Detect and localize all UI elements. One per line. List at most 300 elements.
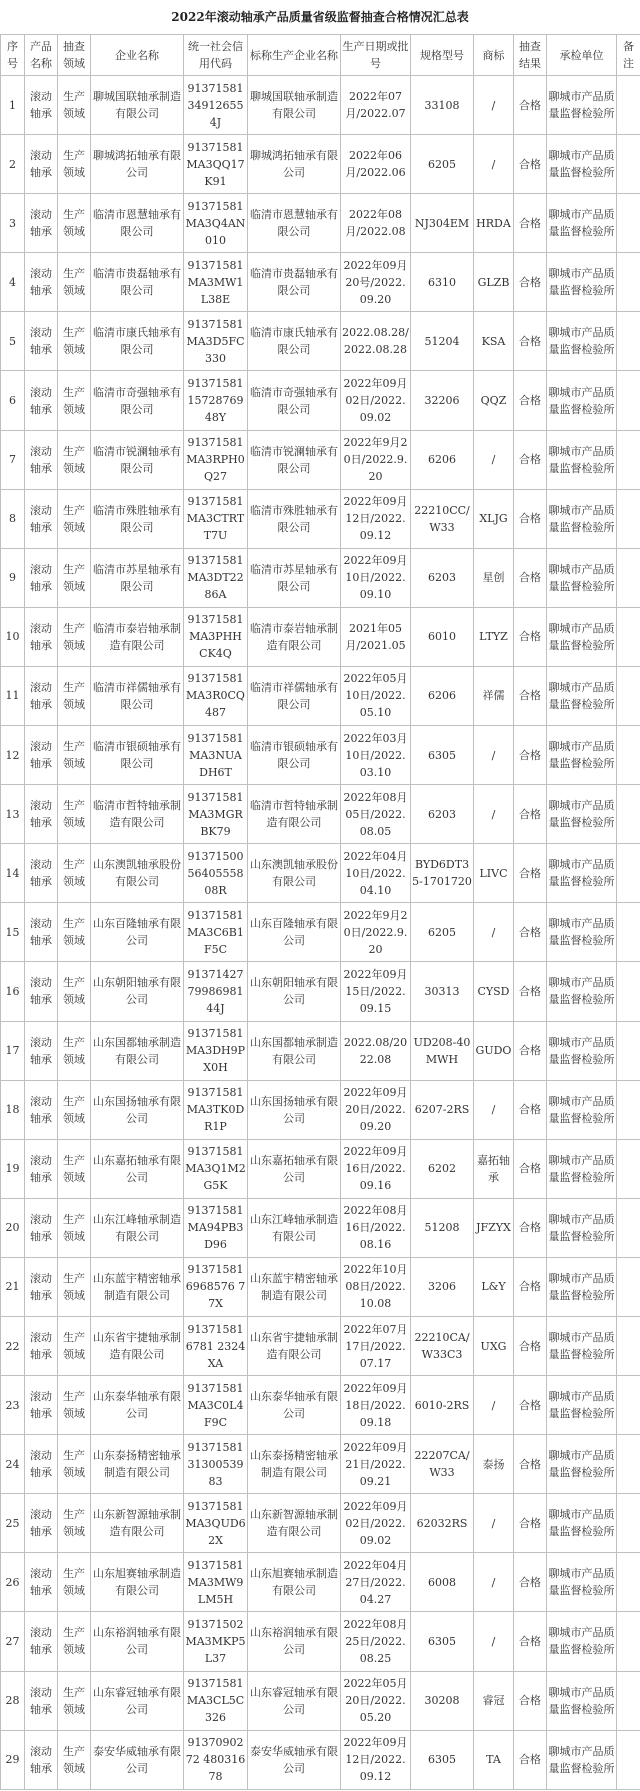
cell-domain: 生产领域 xyxy=(58,785,91,844)
cell-brand: / xyxy=(474,430,514,489)
col-header: 抽查结果 xyxy=(514,35,547,76)
cell-result: 合格 xyxy=(514,607,547,666)
cell-date: 2022年07月17日/2022.07.17 xyxy=(341,1316,411,1375)
inspection-table xyxy=(0,34,640,1790)
cell-company: 临清市锐澜轴承有限公司 xyxy=(91,430,184,489)
cell-remark xyxy=(617,253,640,312)
cell-remark xyxy=(617,1080,640,1139)
cell-date: 2022年9月20日/2022.9.20 xyxy=(341,903,411,962)
header-row xyxy=(1,35,640,76)
cell-result: 合格 xyxy=(514,666,547,725)
cell-model: 6205 xyxy=(411,135,474,194)
cell-index: 26 xyxy=(1,1553,25,1612)
cell-nominal-company: 山东泰华轴承有限公司 xyxy=(248,1376,341,1435)
cell-index: 16 xyxy=(1,962,25,1021)
table-row xyxy=(1,962,640,1021)
cell-brand: CYSD xyxy=(474,962,514,1021)
cell-company: 山东澳凯轴承股份有限公司 xyxy=(91,844,184,903)
cell-domain: 生产领域 xyxy=(58,666,91,725)
cell-inspector: 聊城市产品质量监督检验所 xyxy=(547,666,617,725)
cell-index: 27 xyxy=(1,1612,25,1671)
cell-model: 6310 xyxy=(411,253,474,312)
cell-brand: / xyxy=(474,76,514,135)
cell-result: 合格 xyxy=(514,1021,547,1080)
cell-inspector: 聊城市产品质量监督检验所 xyxy=(547,607,617,666)
table-row xyxy=(1,1080,640,1139)
cell-company: 临清市祥儒轴承有限公司 xyxy=(91,666,184,725)
cell-product: 滚动轴承 xyxy=(25,1730,58,1789)
cell-brand: HRDA xyxy=(474,194,514,253)
cell-product: 滚动轴承 xyxy=(25,548,58,607)
cell-credit-code: 91371581MA3CL5C326 xyxy=(184,1671,248,1730)
table-row xyxy=(1,1553,640,1612)
cell-inspector: 聊城市产品质量监督检验所 xyxy=(547,962,617,1021)
table-row xyxy=(1,371,640,430)
cell-credit-code: 91371581MA3R0CQ487 xyxy=(184,666,248,725)
cell-remark xyxy=(617,844,640,903)
cell-nominal-company: 聊城国联轴承制造有限公司 xyxy=(248,76,341,135)
cell-model: 62032RS xyxy=(411,1494,474,1553)
table-row xyxy=(1,607,640,666)
table-title: 2022年滚动轴承产品质量省级监督抽查合格情况汇总表 xyxy=(171,10,469,24)
cell-domain: 生产领域 xyxy=(58,607,91,666)
table-row xyxy=(1,1612,640,1671)
cell-brand: QQZ xyxy=(474,371,514,430)
cell-inspector: 聊城市产品质量监督检验所 xyxy=(547,312,617,371)
cell-model: 32206 xyxy=(411,371,474,430)
cell-date: 2022年06月/2022.06 xyxy=(341,135,411,194)
cell-nominal-company: 临清市锐澜轴承有限公司 xyxy=(248,430,341,489)
cell-index: 2 xyxy=(1,135,25,194)
cell-credit-code: 91371581MA3C0L4F9C xyxy=(184,1376,248,1435)
cell-index: 7 xyxy=(1,430,25,489)
cell-brand: 星创 xyxy=(474,548,514,607)
cell-result: 合格 xyxy=(514,1080,547,1139)
cell-inspector: 聊城市产品质量监督检验所 xyxy=(547,1730,617,1789)
cell-index: 17 xyxy=(1,1021,25,1080)
cell-inspector: 聊城市产品质量监督检验所 xyxy=(547,430,617,489)
col-header: 抽查领域 xyxy=(58,35,91,76)
cell-nominal-company: 山东嘉拓轴承有限公司 xyxy=(248,1139,341,1198)
col-header: 企业名称 xyxy=(91,35,184,76)
cell-product: 滚动轴承 xyxy=(25,253,58,312)
cell-company: 山东百隆轴承有限公司 xyxy=(91,903,184,962)
cell-domain: 生产领域 xyxy=(58,312,91,371)
cell-remark xyxy=(617,489,640,548)
cell-remark xyxy=(617,1553,640,1612)
cell-remark xyxy=(617,194,640,253)
cell-credit-code: 913715816968576 77X xyxy=(184,1257,248,1316)
cell-model: 6203 xyxy=(411,548,474,607)
cell-nominal-company: 山东江峰轴承制造有限公司 xyxy=(248,1198,341,1257)
cell-company: 临清市哲特轴承制造有限公司 xyxy=(91,785,184,844)
cell-index: 18 xyxy=(1,1080,25,1139)
cell-model: 51208 xyxy=(411,1198,474,1257)
cell-credit-code: 91371581MA3QUD62X xyxy=(184,1494,248,1553)
cell-credit-code: 913714277998698144J xyxy=(184,962,248,1021)
cell-result: 合格 xyxy=(514,1316,547,1375)
cell-remark xyxy=(617,903,640,962)
cell-date: 2022年09月02日/2022.09.02 xyxy=(341,371,411,430)
cell-inspector: 聊城市产品质量监督检验所 xyxy=(547,844,617,903)
cell-nominal-company: 山东澳凯轴承股份有限公司 xyxy=(248,844,341,903)
cell-company: 山东睿冠轴承有限公司 xyxy=(91,1671,184,1730)
cell-inspector: 聊城市产品质量监督检验所 xyxy=(547,1080,617,1139)
cell-model: NJ304EM xyxy=(411,194,474,253)
cell-credit-code: 91371581MA3QQ17K91 xyxy=(184,135,248,194)
cell-inspector: 聊城市产品质量监督检验所 xyxy=(547,1435,617,1494)
cell-date: 2022年09月21日/2022.09.21 xyxy=(341,1435,411,1494)
cell-index: 14 xyxy=(1,844,25,903)
cell-date: 2022年09月20日/2022.09.20 xyxy=(341,1080,411,1139)
cell-nominal-company: 临清市康氏轴承有限公司 xyxy=(248,312,341,371)
cell-domain: 生产领域 xyxy=(58,903,91,962)
cell-date: 2022.08/2022.08 xyxy=(341,1021,411,1080)
cell-company: 临清市奇强轴承有限公司 xyxy=(91,371,184,430)
cell-brand: / xyxy=(474,1612,514,1671)
cell-product: 滚动轴承 xyxy=(25,430,58,489)
cell-company: 泰安华威轴承有限公司 xyxy=(91,1730,184,1789)
cell-domain: 生产领域 xyxy=(58,135,91,194)
cell-brand: JFZYX xyxy=(474,1198,514,1257)
cell-result: 合格 xyxy=(514,844,547,903)
cell-inspector: 聊城市产品质量监督检验所 xyxy=(547,726,617,785)
cell-domain: 生产领域 xyxy=(58,844,91,903)
cell-inspector: 聊城市产品质量监督检验所 xyxy=(547,1612,617,1671)
cell-company: 山东泰华轴承有限公司 xyxy=(91,1376,184,1435)
cell-domain: 生产领域 xyxy=(58,1376,91,1435)
cell-product: 滚动轴承 xyxy=(25,1080,58,1139)
cell-domain: 生产领域 xyxy=(58,962,91,1021)
cell-domain: 生产领域 xyxy=(58,1553,91,1612)
table-row xyxy=(1,135,640,194)
cell-domain: 生产领域 xyxy=(58,1671,91,1730)
cell-company: 临清市泰岩轴承制造有限公司 xyxy=(91,607,184,666)
table-row xyxy=(1,194,640,253)
cell-nominal-company: 临清市泰岩轴承制造有限公司 xyxy=(248,607,341,666)
cell-brand: / xyxy=(474,1553,514,1612)
cell-brand: UXG xyxy=(474,1316,514,1375)
cell-credit-code: 913715813130053983 xyxy=(184,1435,248,1494)
cell-domain: 生产领域 xyxy=(58,1494,91,1553)
table-row xyxy=(1,1198,640,1257)
cell-nominal-company: 临清市银硕轴承有限公司 xyxy=(248,726,341,785)
cell-inspector: 聊城市产品质量监督检验所 xyxy=(547,548,617,607)
cell-credit-code: 91371581MA94PB3D96 xyxy=(184,1198,248,1257)
cell-nominal-company: 山东省宇捷轴承制造有限公司 xyxy=(248,1316,341,1375)
col-header: 统一社会信用代码 xyxy=(184,35,248,76)
cell-inspector: 聊城市产品质量监督检验所 xyxy=(547,1139,617,1198)
cell-brand: 嘉拓轴承 xyxy=(474,1139,514,1198)
cell-date: 2022年08月16日/2022.08.16 xyxy=(341,1198,411,1257)
cell-product: 滚动轴承 xyxy=(25,1612,58,1671)
table-row xyxy=(1,1316,640,1375)
cell-model: 6206 xyxy=(411,430,474,489)
table-row xyxy=(1,312,640,371)
cell-product: 滚动轴承 xyxy=(25,1021,58,1080)
cell-brand: KSA xyxy=(474,312,514,371)
cell-product: 滚动轴承 xyxy=(25,135,58,194)
cell-remark xyxy=(617,548,640,607)
cell-brand: LIVC xyxy=(474,844,514,903)
cell-result: 合格 xyxy=(514,194,547,253)
cell-company: 山东裕润轴承有限公司 xyxy=(91,1612,184,1671)
cell-date: 2022年09月12日/2022.09.12 xyxy=(341,1730,411,1789)
cell-company: 山东江峰轴承制造有限公司 xyxy=(91,1198,184,1257)
cell-domain: 生产领域 xyxy=(58,253,91,312)
cell-product: 滚动轴承 xyxy=(25,1139,58,1198)
cell-product: 滚动轴承 xyxy=(25,1257,58,1316)
cell-remark xyxy=(617,1316,640,1375)
cell-index: 11 xyxy=(1,666,25,725)
cell-credit-code: 91371581MA3D5FC330 xyxy=(184,312,248,371)
cell-credit-code: 91371581MA3Q1M2G5K xyxy=(184,1139,248,1198)
table-row xyxy=(1,844,640,903)
cell-model: 6207-2RS xyxy=(411,1080,474,1139)
cell-remark xyxy=(617,312,640,371)
cell-date: 2022年09月18日/2022.09.18 xyxy=(341,1376,411,1435)
cell-product: 滚动轴承 xyxy=(25,1553,58,1612)
cell-index: 10 xyxy=(1,607,25,666)
cell-remark xyxy=(617,1671,640,1730)
table-row xyxy=(1,666,640,725)
table-row xyxy=(1,1376,640,1435)
cell-result: 合格 xyxy=(514,1730,547,1789)
table-body xyxy=(1,76,640,1790)
cell-nominal-company: 临清市贵磊轴承有限公司 xyxy=(248,253,341,312)
cell-model: 51204 xyxy=(411,312,474,371)
cell-domain: 生产领域 xyxy=(58,726,91,785)
cell-nominal-company: 聊城鸿拓轴承有限公司 xyxy=(248,135,341,194)
cell-result: 合格 xyxy=(514,1553,547,1612)
cell-remark xyxy=(617,1612,640,1671)
cell-company: 临清市殊胜轴承有限公司 xyxy=(91,489,184,548)
cell-date: 2022年9月20日/2022.9.20 xyxy=(341,430,411,489)
cell-domain: 生产领域 xyxy=(58,548,91,607)
cell-credit-code: 91371581MA3DH9PX0H xyxy=(184,1021,248,1080)
cell-brand: GUDO xyxy=(474,1021,514,1080)
cell-model: 6203 xyxy=(411,785,474,844)
cell-credit-code: 91371581MA3NUADH6T xyxy=(184,726,248,785)
table-row xyxy=(1,1021,640,1080)
cell-index: 3 xyxy=(1,194,25,253)
cell-company: 山东省宇捷轴承制造有限公司 xyxy=(91,1316,184,1375)
cell-date: 2022年09月02日/2022.09.02 xyxy=(341,1494,411,1553)
cell-model: 22207CA/W33 xyxy=(411,1435,474,1494)
cell-index: 22 xyxy=(1,1316,25,1375)
cell-product: 滚动轴承 xyxy=(25,194,58,253)
cell-model: BYD6DT35-1701720 xyxy=(411,844,474,903)
cell-remark xyxy=(617,1435,640,1494)
cell-index: 15 xyxy=(1,903,25,962)
cell-product: 滚动轴承 xyxy=(25,726,58,785)
table-row xyxy=(1,1730,640,1789)
cell-result: 合格 xyxy=(514,1257,547,1316)
cell-domain: 生产领域 xyxy=(58,1198,91,1257)
cell-nominal-company: 临清市祥儒轴承有限公司 xyxy=(248,666,341,725)
cell-product: 滚动轴承 xyxy=(25,1316,58,1375)
cell-remark xyxy=(617,726,640,785)
cell-index: 25 xyxy=(1,1494,25,1553)
cell-domain: 生产领域 xyxy=(58,1080,91,1139)
cell-result: 合格 xyxy=(514,430,547,489)
cell-credit-code: 91371581MA3MW1L38E xyxy=(184,253,248,312)
cell-model: 6010-2RS xyxy=(411,1376,474,1435)
cell-inspector: 聊城市产品质量监督检验所 xyxy=(547,1494,617,1553)
cell-credit-code: 91371581MA3CTRTT7U xyxy=(184,489,248,548)
cell-inspector: 聊城市产品质量监督检验所 xyxy=(547,1671,617,1730)
cell-domain: 生产领域 xyxy=(58,489,91,548)
cell-brand: 泰扬 xyxy=(474,1435,514,1494)
cell-domain: 生产领域 xyxy=(58,194,91,253)
cell-domain: 生产领域 xyxy=(58,1435,91,1494)
cell-product: 滚动轴承 xyxy=(25,666,58,725)
table-row xyxy=(1,1494,640,1553)
cell-inspector: 聊城市产品质量监督检验所 xyxy=(547,1021,617,1080)
cell-brand: 祥儒 xyxy=(474,666,514,725)
cell-brand: / xyxy=(474,1376,514,1435)
cell-company: 临清市康氏轴承有限公司 xyxy=(91,312,184,371)
cell-model: 6305 xyxy=(411,1612,474,1671)
cell-model: 33108 xyxy=(411,76,474,135)
cell-result: 合格 xyxy=(514,726,547,785)
cell-remark xyxy=(617,785,640,844)
cell-index: 19 xyxy=(1,1139,25,1198)
col-header: 商标 xyxy=(474,35,514,76)
cell-domain: 生产领域 xyxy=(58,1316,91,1375)
cell-company: 聊城国联轴承制造有限公司 xyxy=(91,76,184,135)
cell-date: 2022年05月10日/2022.05.10 xyxy=(341,666,411,725)
cell-date: 2022年04月27日/2022.04.27 xyxy=(341,1553,411,1612)
cell-model: 30208 xyxy=(411,1671,474,1730)
cell-brand: / xyxy=(474,726,514,785)
cell-result: 合格 xyxy=(514,903,547,962)
cell-index: 9 xyxy=(1,548,25,607)
cell-result: 合格 xyxy=(514,371,547,430)
cell-model: 6010 xyxy=(411,607,474,666)
cell-index: 4 xyxy=(1,253,25,312)
cell-nominal-company: 山东国扬轴承有限公司 xyxy=(248,1080,341,1139)
cell-index: 23 xyxy=(1,1376,25,1435)
cell-result: 合格 xyxy=(514,548,547,607)
cell-credit-code: 9137090272 48031678 xyxy=(184,1730,248,1789)
cell-remark xyxy=(617,430,640,489)
cell-model: 30313 xyxy=(411,962,474,1021)
cell-inspector: 聊城市产品质量监督检验所 xyxy=(547,1376,617,1435)
cell-domain: 生产领域 xyxy=(58,430,91,489)
table-row xyxy=(1,548,640,607)
cell-brand: / xyxy=(474,1494,514,1553)
cell-nominal-company: 临清市苏星轴承有限公司 xyxy=(248,548,341,607)
cell-result: 合格 xyxy=(514,1671,547,1730)
cell-nominal-company: 山东裕润轴承有限公司 xyxy=(248,1612,341,1671)
cell-inspector: 聊城市产品质量监督检验所 xyxy=(547,194,617,253)
cell-company: 临清市苏星轴承有限公司 xyxy=(91,548,184,607)
cell-nominal-company: 山东朝阳轴承有限公司 xyxy=(248,962,341,1021)
cell-remark xyxy=(617,1198,640,1257)
cell-credit-code: 91371581MA3C6B1F5C xyxy=(184,903,248,962)
cell-result: 合格 xyxy=(514,785,547,844)
cell-credit-code: 91371581MA3TK0DR1P xyxy=(184,1080,248,1139)
cell-product: 滚动轴承 xyxy=(25,1671,58,1730)
cell-result: 合格 xyxy=(514,253,547,312)
cell-date: 2022年08月05日/2022.08.05 xyxy=(341,785,411,844)
cell-model: UD208-40MWH xyxy=(411,1021,474,1080)
cell-company: 山东国扬轴承有限公司 xyxy=(91,1080,184,1139)
cell-result: 合格 xyxy=(514,135,547,194)
cell-nominal-company: 临清市奇强轴承有限公司 xyxy=(248,371,341,430)
cell-index: 28 xyxy=(1,1671,25,1730)
cell-date: 2022年08月/2022.08 xyxy=(341,194,411,253)
cell-inspector: 聊城市产品质量监督检验所 xyxy=(547,371,617,430)
col-header: 规格型号 xyxy=(411,35,474,76)
cell-index: 29 xyxy=(1,1730,25,1789)
cell-product: 滚动轴承 xyxy=(25,785,58,844)
cell-model: 6008 xyxy=(411,1553,474,1612)
cell-inspector: 聊城市产品质量监督检验所 xyxy=(547,1316,617,1375)
cell-brand: L&Y xyxy=(474,1257,514,1316)
cell-brand: LTYZ xyxy=(474,607,514,666)
cell-model: 22210CA/W33C3 xyxy=(411,1316,474,1375)
cell-credit-code: 913715811572876948Y xyxy=(184,371,248,430)
table-row xyxy=(1,253,640,312)
cell-nominal-company: 临清市殊胜轴承有限公司 xyxy=(248,489,341,548)
cell-inspector: 聊城市产品质量监督检验所 xyxy=(547,135,617,194)
cell-inspector: 聊城市产品质量监督检验所 xyxy=(547,903,617,962)
cell-nominal-company: 山东百隆轴承有限公司 xyxy=(248,903,341,962)
cell-product: 滚动轴承 xyxy=(25,312,58,371)
cell-date: 2022年09月20号/2022.09.20 xyxy=(341,253,411,312)
col-header: 备注 xyxy=(617,35,640,76)
cell-nominal-company: 山东国都轴承制造有限公司 xyxy=(248,1021,341,1080)
cell-credit-code: 91371581MA3Q4AN010 xyxy=(184,194,248,253)
cell-remark xyxy=(617,1257,640,1316)
cell-company: 聊城鸿拓轴承有限公司 xyxy=(91,135,184,194)
cell-index: 12 xyxy=(1,726,25,785)
cell-date: 2022年04月10日/2022.04.10 xyxy=(341,844,411,903)
cell-brand: / xyxy=(474,903,514,962)
cell-nominal-company: 山东新智源轴承制造有限公司 xyxy=(248,1494,341,1553)
cell-product: 滚动轴承 xyxy=(25,962,58,1021)
col-header: 生产日期或批号 xyxy=(341,35,411,76)
cell-nominal-company: 山东睿冠轴承有限公司 xyxy=(248,1671,341,1730)
cell-brand: / xyxy=(474,785,514,844)
cell-brand: GLZB xyxy=(474,253,514,312)
cell-product: 滚动轴承 xyxy=(25,1435,58,1494)
cell-domain: 生产领域 xyxy=(58,1257,91,1316)
cell-domain: 生产领域 xyxy=(58,76,91,135)
cell-product: 滚动轴承 xyxy=(25,489,58,548)
cell-date: 2022年09月12日/2022.09.12 xyxy=(341,489,411,548)
cell-result: 合格 xyxy=(514,489,547,548)
cell-date: 2022年10月08日/2022.10.08 xyxy=(341,1257,411,1316)
table-row xyxy=(1,1139,640,1198)
cell-index: 6 xyxy=(1,371,25,430)
cell-model: 6305 xyxy=(411,726,474,785)
cell-credit-code: 91371581MA3DT2286A xyxy=(184,548,248,607)
cell-company: 山东嘉拓轴承有限公司 xyxy=(91,1139,184,1198)
cell-credit-code: 913715005640555808R xyxy=(184,844,248,903)
cell-company: 临清市贵磊轴承有限公司 xyxy=(91,253,184,312)
cell-remark xyxy=(617,1376,640,1435)
table-row xyxy=(1,785,640,844)
cell-company: 临清市恩慧轴承有限公司 xyxy=(91,194,184,253)
cell-domain: 生产领域 xyxy=(58,1730,91,1789)
cell-product: 滚动轴承 xyxy=(25,607,58,666)
cell-inspector: 聊城市产品质量监督检验所 xyxy=(547,489,617,548)
table-row xyxy=(1,903,640,962)
cell-date: 2022年09月16日/2022.09.16 xyxy=(341,1139,411,1198)
